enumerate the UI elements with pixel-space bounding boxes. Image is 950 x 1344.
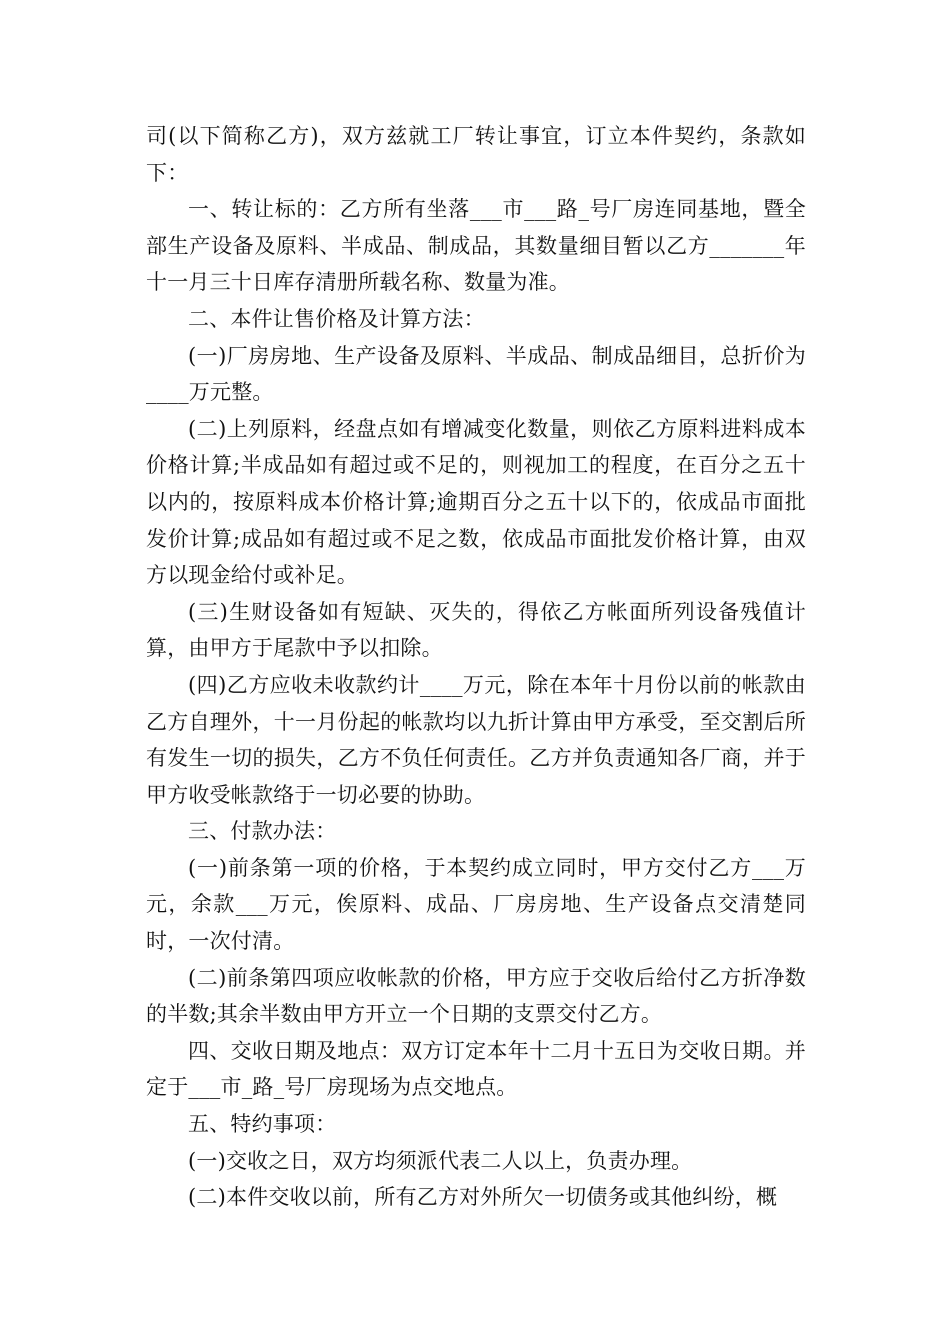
paragraph-article-2-item-1: (一)厂房房地、生产设备及原料、半成品、制成品细目，总折价为____万元整。 [146, 343, 806, 405]
paragraph-article-5-item-1: (一)交收之日，双方均须派代表二人以上，负责办理。 [188, 1148, 693, 1173]
paragraph-article-2-item-2: (二)上列原料，经盘点如有增减变化数量，则依乙方原料进料成本价格计算;半成品如有超过或不足的，则视加工的程度，在百分之五十以内的，按原料成本价格计算;逾期百分之五十以下的，依成品市面批发价计算;成品如有超过或不足之数，依成品市面批发价格计算，由双方以现金给付或补足。 [146, 416, 806, 588]
paragraph-article-1: 一、转让标的：乙方所有坐落___市___路_号厂房连同基地，暨全部生产设备及原料、半成品、制成品，其数量细目暂以乙方_______年十一月三十日库存清册所载名称、数量为准。 [146, 197, 806, 295]
paragraph-article-2-heading: 二、本件让售价格及计算方法： [188, 306, 485, 331]
paragraph-article-2-item-3: (三)生财设备如有短缺、灭失的，得依乙方帐面所列设备残值计算，由甲方于尾款中予以扣除。 [146, 599, 806, 661]
paragraph-article-4: 四、交收日期及地点：双方订定本年十二月十五日为交收日期。并定于___市_路_号厂房现场为点交地点。 [146, 1038, 806, 1100]
paragraph-article-2-item-4: (四)乙方应收未收款约计____万元，除在本年十月份以前的帐款由乙方自理外，十一月份起的帐款均以九折计算由甲方承受，至交割后所有发生一切的损失，乙方不负任何责任。乙方并负责通知各厂商，并于甲方收受帐款络于一切必要的协助。 [146, 672, 806, 807]
document-body [146, 118, 806, 1216]
paragraph-article-5-heading: 五、特约事项： [188, 1112, 337, 1137]
paragraph-article-3-item-2: (二)前条第四项应收帐款的价格，甲方应于交收后给付乙方折净数的半数;其余半数由甲方开立一个日期的支票交付乙方。 [146, 965, 806, 1027]
paragraph-intro: 司(以下简称乙方)，双方兹就工厂转让事宜，订立本件契约，条款如下： [146, 124, 806, 185]
paragraph-article-3-heading: 三、付款办法： [188, 819, 337, 844]
paragraph-article-5-item-2: (二)本件交收以前，所有乙方对外所欠一切债务或其他纠纷，概 [188, 1185, 778, 1210]
paragraph-article-3-item-1: (一)前条第一项的价格，于本契约成立同时，甲方交付乙方___万元，余款___万元，俟原料、成品、厂房房地、生产设备点交清楚同时，一次付清。 [146, 855, 806, 954]
